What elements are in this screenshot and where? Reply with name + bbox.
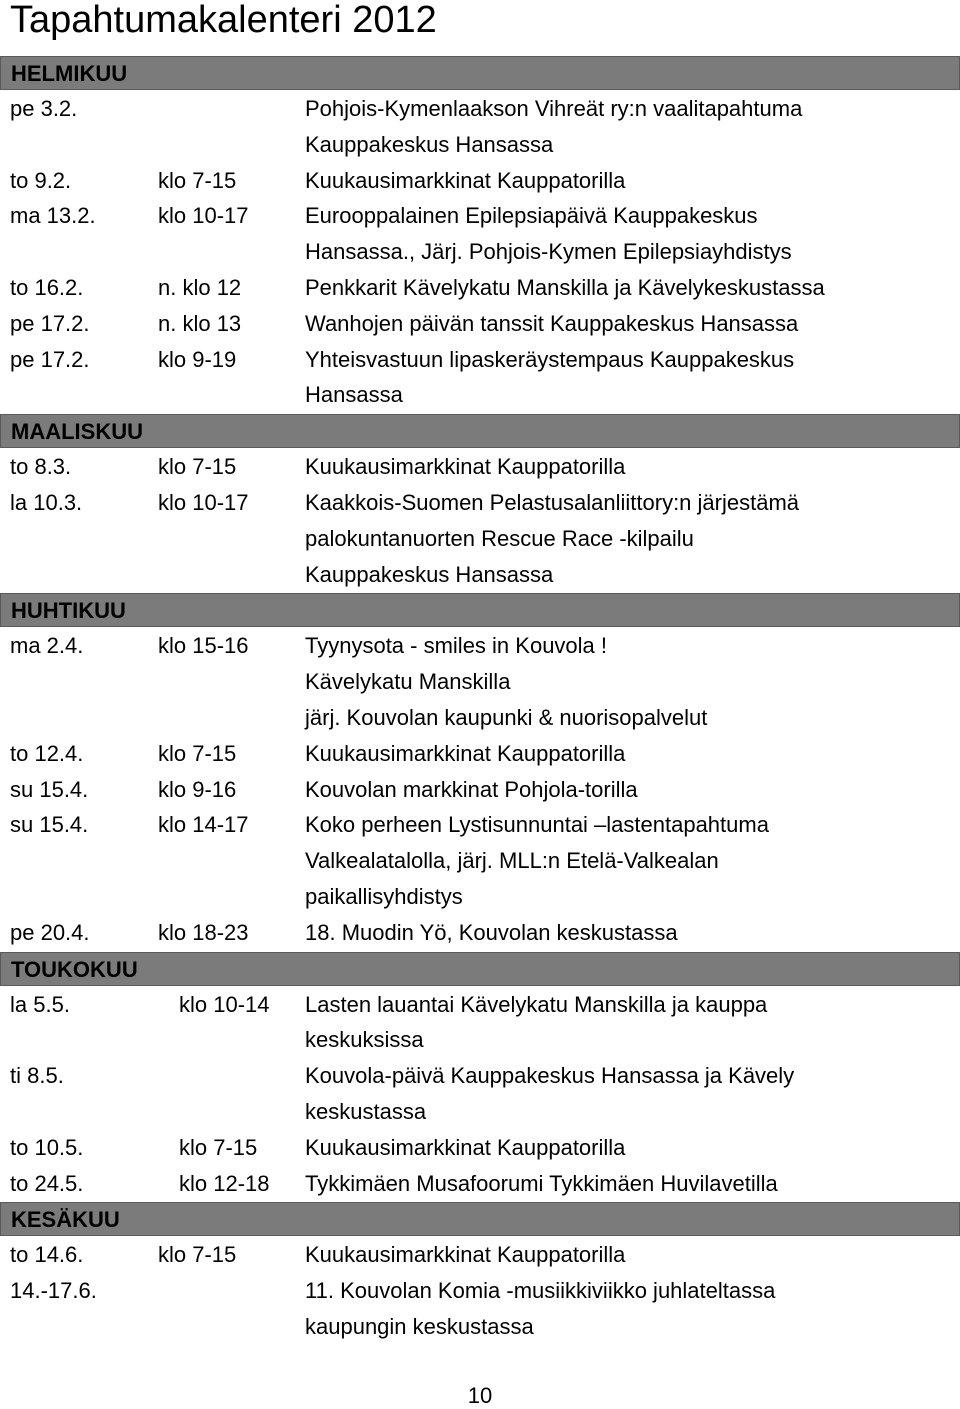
event-time: klo 7-15 [179, 1134, 258, 1160]
event-time: klo 7-15 [158, 1242, 237, 1268]
event-row [0, 807, 960, 914]
event-row [0, 628, 960, 735]
event-description-line: Eurooppalainen Epilepsiapäivä Kauppakeskus [305, 203, 758, 229]
event-calendar [0, 55, 960, 1345]
event-description [305, 1237, 960, 1273]
event-description [305, 1273, 960, 1345]
event-description-line: Kaakkois-Suomen Pelastusalanliittory:n järjestämä [305, 489, 800, 515]
event-description [305, 915, 960, 951]
event-time: klo 14-17 [158, 812, 249, 838]
event-time [158, 91, 305, 163]
event-description-line: Kuukausimarkkinat Kauppatorilla [305, 1242, 626, 1268]
event-description-line: Kauppakeskus Hansassa [305, 561, 554, 587]
event-date: pe 3.2. [10, 96, 78, 121]
event-time: klo 7-15 [158, 454, 237, 480]
event-row [0, 736, 960, 772]
event-description-line: Kuukausimarkkinat Kauppatorilla [305, 454, 626, 480]
event-row [0, 485, 960, 592]
event-description [305, 807, 960, 914]
event-date: pe 17.2. [10, 310, 90, 336]
event-description [305, 1166, 960, 1202]
event-description-line: Hansassa [305, 382, 403, 408]
event-time: klo 10-17 [158, 489, 249, 515]
event-row [0, 1273, 960, 1345]
event-time: klo 18-23 [158, 919, 249, 945]
event-row [0, 198, 960, 270]
event-description-line: Pohjois-Kymenlaakson Vihreät ry:n vaalitapahtuma [305, 96, 803, 121]
event-description [305, 628, 960, 735]
event-date: su 15.4. [10, 812, 89, 838]
event-date: to 14.6. [10, 1242, 84, 1268]
event-description [305, 449, 960, 485]
event-row [0, 342, 960, 414]
event-description [305, 306, 960, 342]
event-date: to 16.2. [10, 274, 84, 300]
month-header: MAALISKUU [0, 414, 960, 448]
event-description-line: paikallisyhdistys [305, 883, 463, 909]
event-description-line: Kouvola-päivä Kauppakeskus Hansassa ja Kävely [305, 1063, 795, 1089]
event-row [0, 1058, 960, 1130]
event-description-line: Koko perheen Lystisunnuntai –lastentapahtuma [305, 812, 769, 838]
event-row [0, 270, 960, 306]
event-row [0, 987, 960, 1059]
event-date: to 9.2. [10, 167, 72, 193]
event-description-line: Kuukausimarkkinat Kauppatorilla [305, 740, 626, 766]
event-description-line: järj. Kouvolan kaupunki & nuorisopalvelut [305, 704, 708, 730]
event-description-line: Kävelykatu Manskilla [305, 669, 511, 695]
event-row [0, 91, 960, 163]
event-description [305, 736, 960, 772]
event-description-line: 18. Muodin Yö, Kouvolan keskustassa [305, 919, 678, 945]
event-row [0, 163, 960, 199]
event-description-line: Valkealatalolla, järj. MLL:n Etelä-Valkealan [305, 848, 719, 874]
event-time: klo 10-14 [179, 991, 270, 1017]
page-title: Tapahtumakalenteri 2012 [10, 0, 437, 41]
event-description-line: kaupungin keskustassa [305, 1313, 534, 1339]
event-description-line: Kouvolan markkinat Pohjola-torilla [305, 776, 638, 802]
event-date: ti 8.5. [10, 1063, 64, 1089]
event-date: la 10.3. [10, 489, 83, 515]
event-description-line: Kuukausimarkkinat Kauppatorilla [305, 1134, 626, 1160]
event-date: ma 13.2. [10, 203, 96, 229]
event-date: su 15.4. [10, 776, 89, 802]
event-row [0, 772, 960, 808]
month-header: TOUKOKUU [0, 952, 960, 986]
event-description-line: keskustassa [305, 1098, 427, 1124]
event-description [305, 772, 960, 808]
event-time: klo 12-18 [179, 1170, 270, 1196]
event-time: klo 10-17 [158, 203, 249, 229]
event-description-line: 11. Kouvolan Komia -musiikkiviikko juhlateltassa [305, 1278, 776, 1304]
event-time: klo 9-19 [158, 346, 237, 372]
event-description [305, 1130, 960, 1166]
event-description [305, 91, 960, 163]
event-date: to 12.4. [10, 740, 84, 766]
event-description [305, 485, 960, 592]
event-time: klo 9-16 [158, 776, 237, 802]
event-date: to 10.5. [10, 1134, 84, 1160]
event-date: 14.-17.6. [10, 1278, 97, 1304]
event-time: klo 7-15 [158, 740, 237, 766]
event-description-line: Wanhojen päivän tanssit Kauppakeskus Hansassa [305, 310, 799, 336]
month-header: HUHTIKUU [0, 593, 960, 627]
event-description [305, 198, 960, 270]
event-description-line: keskuksissa [305, 1027, 424, 1053]
event-date: to 24.5. [10, 1170, 84, 1196]
event-row [0, 1237, 960, 1273]
month-header: HELMIKUU [0, 56, 960, 90]
event-date: pe 20.4. [10, 919, 90, 945]
event-time: n. klo 12 [158, 274, 242, 300]
event-date: la 5.5. [10, 991, 70, 1017]
event-description-line: Tyynysota - smiles in Kouvola ! [305, 633, 608, 659]
event-description [305, 1058, 960, 1130]
event-row [0, 1166, 960, 1202]
event-row [0, 915, 960, 951]
event-description [305, 163, 960, 199]
event-description-line: palokuntanuorten Rescue Race -kilpailu [305, 525, 694, 551]
event-time: klo 7-15 [158, 167, 237, 193]
event-row [0, 1130, 960, 1166]
page-number: 10 [467, 1383, 493, 1408]
event-time [158, 1273, 305, 1345]
event-description [305, 270, 960, 306]
event-description-line: Tykkimäen Musafoorumi Tykkimäen Huvilavetilla [305, 1170, 778, 1196]
event-description [305, 342, 960, 414]
event-time: n. klo 13 [158, 310, 242, 336]
event-date: to 8.3. [10, 454, 72, 480]
month-header: KESÄKUU [0, 1202, 960, 1236]
event-description-line: Kuukausimarkkinat Kauppatorilla [305, 167, 626, 193]
event-time: klo 15-16 [158, 633, 249, 659]
event-description-line: Lasten lauantai Kävelykatu Manskilla ja kauppa [305, 991, 768, 1017]
event-description-line: Penkkarit Kävelykatu Manskilla ja Kävelykeskustassa [305, 274, 825, 300]
event-description-line: Yhteisvastuun lipaskeräystempaus Kauppakeskus [305, 346, 795, 372]
event-description [305, 987, 960, 1059]
event-time [158, 1058, 305, 1130]
event-row [0, 449, 960, 485]
event-date: ma 2.4. [10, 633, 84, 659]
event-row [0, 306, 960, 342]
event-description-line: Kauppakeskus Hansassa [305, 131, 554, 157]
event-date: pe 17.2. [10, 346, 90, 372]
event-description-line: Hansassa., Järj. Pohjois-Kymen Epilepsiayhdistys [305, 239, 792, 265]
